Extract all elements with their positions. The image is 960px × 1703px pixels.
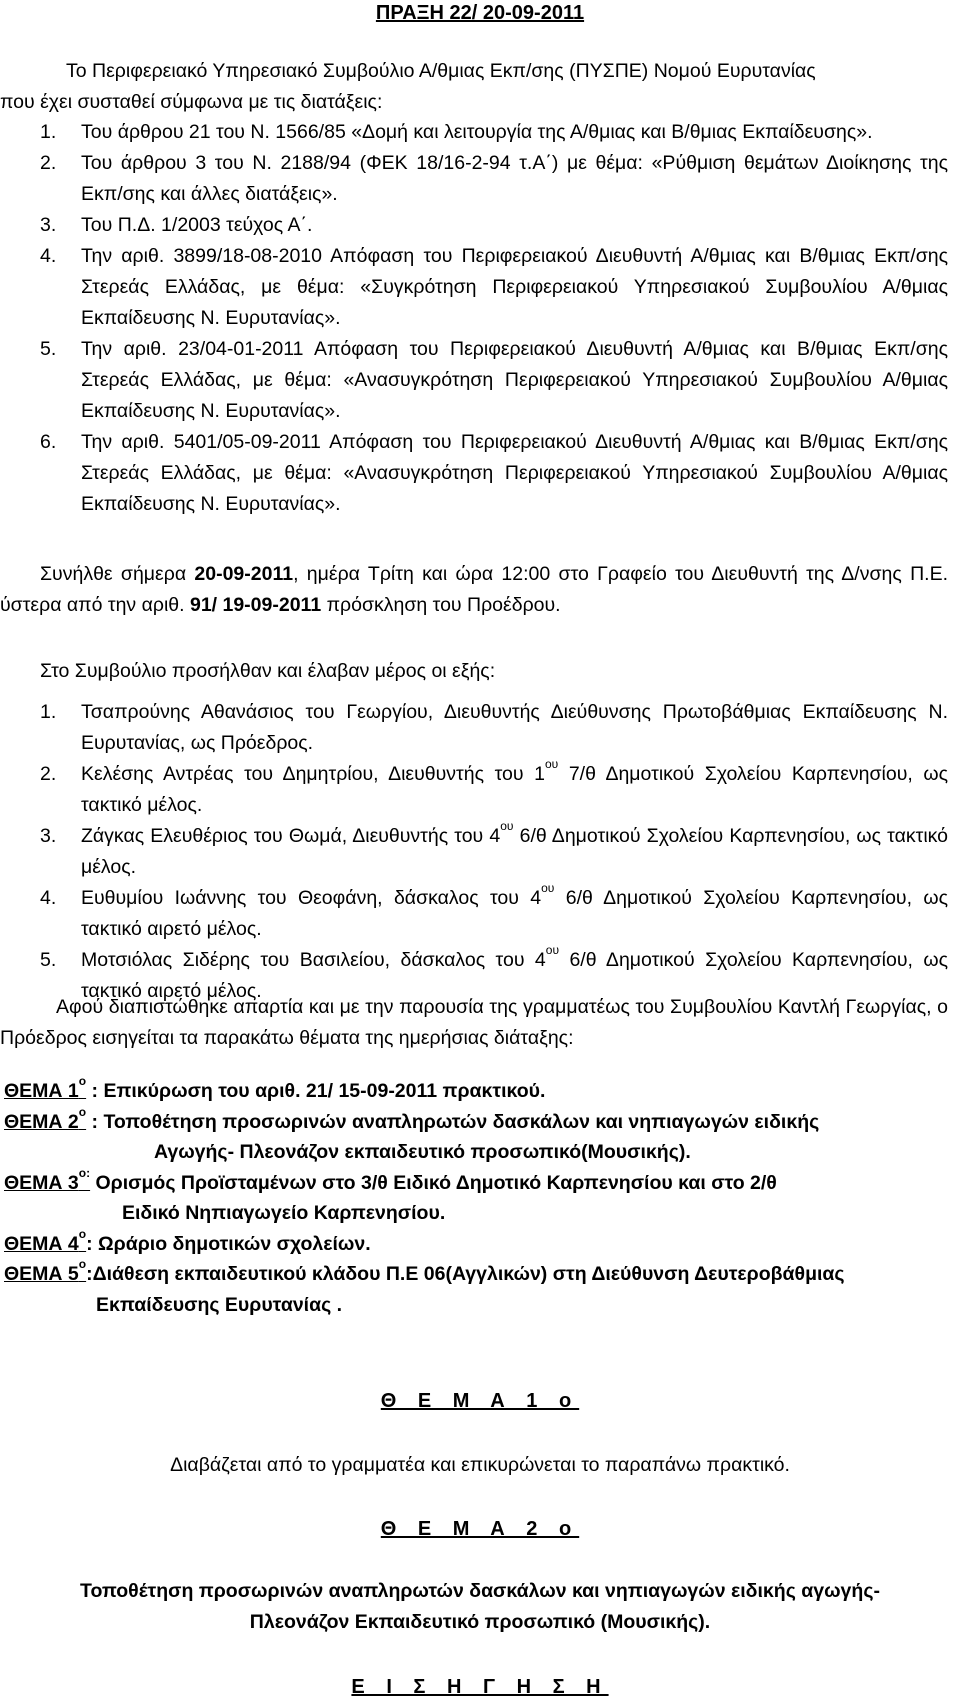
law-item — [40, 117, 948, 148]
member-text: Κελέσης Αντρέας του Δημητρίου, Διευθυντής του 1 — [81, 763, 545, 785]
section-2-line-2: Πλεονάζον Εκπαιδευτικό προσωπικό (Μουσικής). — [249, 1611, 711, 1633]
document-title: ΠΡΑΞΗ 22/ 20-09-2011 — [375, 2, 585, 24]
member-text-rest: 6/θ Δημοτικού Σχολείου Καρπενησίου, ως τακτικό αιρετό μέλος. — [81, 949, 948, 1002]
topic-text: Επικύρωση του αριθ. 21/ 15-09-2011 πρακτικού. — [103, 1080, 546, 1102]
section-heading-3: Ε Ι Σ Η Γ Η Σ Η — [351, 1676, 609, 1698]
member-number: 4. — [40, 887, 57, 909]
member-item — [40, 883, 948, 945]
member-text-rest: 7/θ Δημοτικού Σχολείου Καρπενησίου, ως τακτικό μέλος. — [81, 763, 948, 816]
topic-text: Διάθεση εκπαιδευτικού κλάδου Π.Ε 06(Αγγλικών) στη Διεύθυνση Δευτεροβάθμιας — [92, 1263, 845, 1285]
agenda-topic — [4, 1104, 944, 1168]
ordinal-superscript: ου — [500, 819, 514, 833]
law-item — [40, 148, 948, 210]
law-text: Την αριθ. 3899/18-08-2010 Απόφαση του Περιφερειακού Διευθυντή Α/θμιας και Β/θμιας Εκπ/σης Στερεάς Ελλάδας, με θέμα: «Συγκρότηση Περιφερειακού Υπηρεσιακού Συμβουλίου Α/θμιας Εκπαίδευσης Ν. Ευρυτανίας». — [81, 245, 948, 329]
intro-line-2: που έχει συσταθεί σύμφωνα με τις διατάξεις: — [0, 91, 383, 113]
agenda-topic — [4, 1165, 944, 1229]
member-text-rest: 6/θ Δημοτικού Σχολείου Καρπενησίου, ως τακτικό αιρετό μέλος. — [81, 887, 948, 940]
law-item — [40, 210, 948, 241]
topic-text: Τοποθέτηση προσωρινών αναπληρωτών δασκάλων και νηπιαγωγών ειδικής — [103, 1110, 820, 1133]
quorum-paragraph: Αφού διαπιστώθηκε απαρτία και με την παρουσία της γραμματέως του Συμβουλίου Καντλή Γεωργίας, ο Πρόεδρος εισηγείται τα παρακάτω θέματα της ημερήσιας διάταξης: — [0, 996, 948, 1049]
meeting-text-3: πρόσκληση του Προέδρου. — [321, 594, 561, 616]
ordinal-superscript: ου — [544, 757, 559, 771]
topic-separator: : — [86, 1080, 104, 1102]
law-item — [40, 427, 948, 520]
agenda-topics — [4, 1076, 944, 1320]
topic-text-continued: Εκπαίδευσης Ευρυτανίας . — [96, 1293, 343, 1316]
topic-text: Ορισμός Προϊσταμένων στο 3/θ Ειδικό Δημοτικό Καρπενησίου και στο 2/θ — [95, 1171, 777, 1194]
attendees-intro: Στο Συμβούλιο προσήλθαν και έλαβαν μέρος οι εξής: — [40, 660, 496, 682]
laws-list — [40, 117, 948, 520]
member-text: Ευθυμίου Ιωάννης του Θεοφάνη, δάσκαλος του 4 — [81, 887, 542, 909]
member-number: 5. — [40, 949, 57, 971]
topic-label: ΘΕΜΑ $3^{o:}$ — [4, 1165, 91, 1194]
meeting-paragraph — [0, 559, 948, 621]
member-number: 3. — [40, 825, 57, 847]
agenda-topic — [4, 1226, 944, 1260]
law-number: 1. — [40, 121, 57, 143]
topic-separator: : — [86, 1263, 93, 1285]
member-item — [40, 697, 948, 759]
ordinal-superscript: ου — [541, 881, 555, 895]
topic-label: ΘΕΜΑ $2^o$ — [4, 1104, 87, 1133]
members-list — [40, 697, 948, 1007]
meeting-text-2: , ημέρα Τρίτη και ώρα 12:00 στο Γραφείο του Διευθυντή της Δ/νσης Π.Ε. ύστερα από την αριθ. — [0, 563, 948, 616]
law-text: Την αριθ. 23/04-01-2011 Απόφαση του Περιφερειακού Διευθυντή Α/θμιας και Β/θμιας Εκπ/σης Στερεάς Ελλάδας, με θέμα: «Ανασυγκρότηση Περιφερειακού Υπηρεσιακού Συμβουλίου Α/θμιας Εκπαίδευσης Ν. Ευρυτανίας». — [81, 338, 948, 422]
member-item — [40, 759, 948, 821]
topic-text-continued: Αγωγής- Πλεονάζον εκπαιδευτικό προσωπικό(Μουσικής). — [154, 1141, 691, 1163]
intro-paragraph — [0, 56, 948, 118]
law-number: 3. — [40, 214, 57, 236]
law-item — [40, 241, 948, 334]
topic-text-continued: Ειδικό Νηπιαγωγείο Καρπενησίου. — [122, 1202, 446, 1224]
member-number: 1. — [40, 701, 57, 723]
invitation-number: 91/ 19-09-2011 — [189, 594, 322, 616]
topic-separator: : — [86, 1232, 99, 1255]
law-text: Την αριθ. 5401/05-09-2011 Απόφαση του Περιφερειακού Διευθυντή Α/θμιας και Β/θμιας Εκπ/σης Στερεάς Ελλάδας, με θέμα: «Ανασυγκρότηση Περιφερειακού Υπηρεσιακού Συμβουλίου Α/θμιας Εκπαίδευσης Ν. Ευρυτανίας». — [81, 431, 948, 515]
section-1-text: Διαβάζεται από το γραμματέα και επικυρώνεται το παραπάνω πρακτικό. — [170, 1454, 790, 1476]
member-text: Ζάγκας Ελευθέριος του Θωμά, Διευθυντής του 4 — [81, 825, 501, 847]
section-heading-2: Θ Ε Μ Α 2 ο — [380, 1518, 580, 1540]
topic-label: ΘΕΜΑ $5^o$ — [4, 1257, 87, 1285]
member-item — [40, 821, 948, 883]
member-text: Τσαπρούνης Αθανάσιος του Γεωργίου, Διευθυντής Διεύθυνσης Πρωτοβάθμιας Εκπαίδευσης Ν. Ευρυτανίας, ως Πρόεδρος. — [81, 701, 948, 754]
member-number: 2. — [40, 763, 57, 785]
member-text-rest: 6/θ Δημοτικού Σχολείου Καρπενησίου, ως τακτικό μέλος. — [81, 825, 949, 878]
meeting-date: 20-09-2011 — [194, 563, 294, 585]
agenda-topic — [4, 1259, 944, 1320]
law-item — [40, 334, 948, 427]
topic-text: Ωράριο δημοτικών σχολείων. — [98, 1232, 371, 1255]
law-number: 5. — [40, 338, 57, 360]
topic-label: ΘΕΜΑ $1^o$ — [4, 1074, 87, 1102]
section-heading-1: Θ Ε Μ Α 1 ο — [380, 1390, 580, 1412]
topic-label: ΘΕΜΑ $4^o$ — [4, 1226, 87, 1255]
law-number: 4. — [40, 245, 57, 267]
meeting-text-1: Συνήλθε σήμερα — [40, 563, 195, 585]
law-number: 6. — [40, 431, 57, 453]
law-text: Του άρθρου 3 του Ν. 2188/94 (ΦΕΚ 18/16-2-94 τ.Α΄) με θέμα: «Ρύθμιση θεμάτων Διοίκησης της Εκπ/σης και άλλες διατάξεις». — [81, 152, 948, 205]
agenda-topic — [4, 1076, 944, 1107]
law-number: 2. — [40, 152, 57, 174]
topic-separator: : — [86, 1110, 104, 1133]
intro-line-1: Το Περιφερειακό Υπηρεσιακό Συμβούλιο Α/θμιας Εκπ/σης (ΠΥΣΠΕ) Νομού Ευρυτανίας — [66, 60, 816, 82]
law-text: Του Π.Δ. 1/2003 τεύχος Α΄. — [81, 214, 313, 236]
member-text: Μοτσιόλας Σιδέρης του Βασιλείου, δάσκαλος του 4 — [81, 949, 546, 971]
ordinal-superscript: ου — [545, 943, 560, 957]
section-2-line-1: Τοποθέτηση προσωρινών αναπληρωτών δασκάλων και νηπιαγωγών ειδικής αγωγής- — [80, 1580, 880, 1602]
law-text: Του άρθρου 21 του Ν. 1566/85 «Δομή και λειτουργία της Α/θμιας και Β/θμιας Εκπαίδευσης». — [81, 121, 873, 143]
